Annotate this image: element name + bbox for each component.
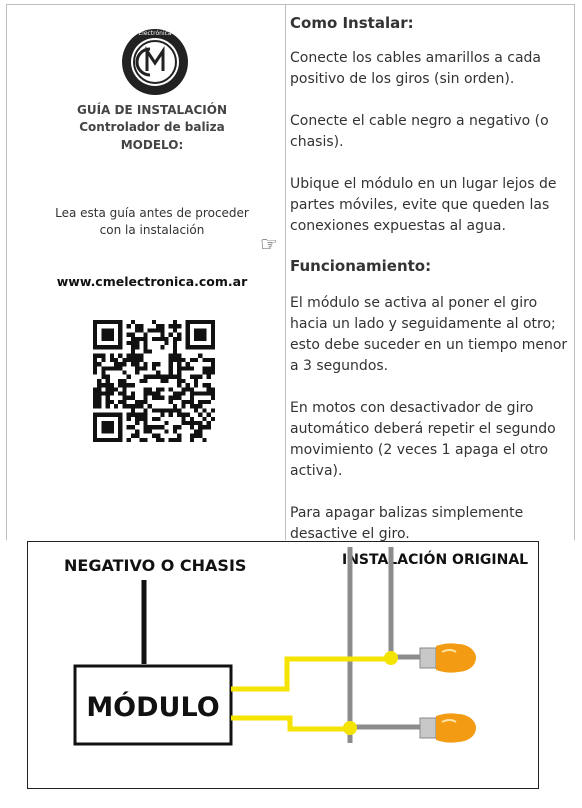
negative-label: NEGATIVO O CHASIS (64, 556, 247, 575)
original-label: INSTALACIÓN ORIGINAL (342, 552, 529, 568)
yellow-wire-bottom (231, 718, 350, 729)
bulb-top (420, 643, 476, 672)
pointing-hand-icon: ☞ (260, 232, 278, 256)
guide-title: GUÍA DE INSTALACIÓN (77, 103, 227, 117)
qr-code (93, 320, 215, 442)
table-divider (285, 4, 286, 540)
junction-top (384, 651, 398, 665)
heading-function: Funcionamiento: (290, 257, 432, 275)
step-3: Ubique el módulo en un lugar lejos de partes móviles, evite que queden las conexiones expuestas al agua. (290, 176, 557, 234)
step-1: Conecte los cables amarillos a cada positivo de los giros (sin orden). (290, 50, 541, 87)
function-1: El módulo se activa al poner el giro hacia un lado y seguidamente al otro; esto debe suceder en un tiempo menor a 3 segundos. (290, 295, 568, 374)
logo-ring-text: Electrónica (138, 30, 172, 37)
website-link[interactable]: www.cmelectronica.com.ar (56, 274, 248, 289)
note-line-2: con la instalación (99, 223, 205, 237)
left-panel (7, 5, 285, 540)
cm-logo (120, 27, 190, 97)
step-2: Conecte el cable negro a negativo (o chasis). (290, 113, 549, 150)
table-border-right (574, 4, 575, 540)
module-label: MÓDULO (86, 692, 220, 723)
heading-install: Como Instalar: (290, 14, 414, 32)
function-3: Para apagar balizas simplemente desactive el giro. (290, 505, 524, 542)
wiring-diagram (27, 541, 539, 789)
model-label: MODELO: (120, 138, 184, 152)
right-panel (290, 5, 572, 545)
yellow-wire-top (231, 659, 391, 689)
bulb-bottom (420, 713, 476, 742)
note-line-1: Lea esta guía antes de proceder (55, 206, 249, 220)
function-2: En motos con desactivador de giro automático deberá repetir el segundo movimiento (2 veces 1 apaga el otro activa). (290, 400, 556, 479)
junction-bottom (343, 721, 357, 735)
guide-subtitle: Controlador de baliza (79, 120, 225, 134)
wiring-svg (28, 542, 538, 788)
